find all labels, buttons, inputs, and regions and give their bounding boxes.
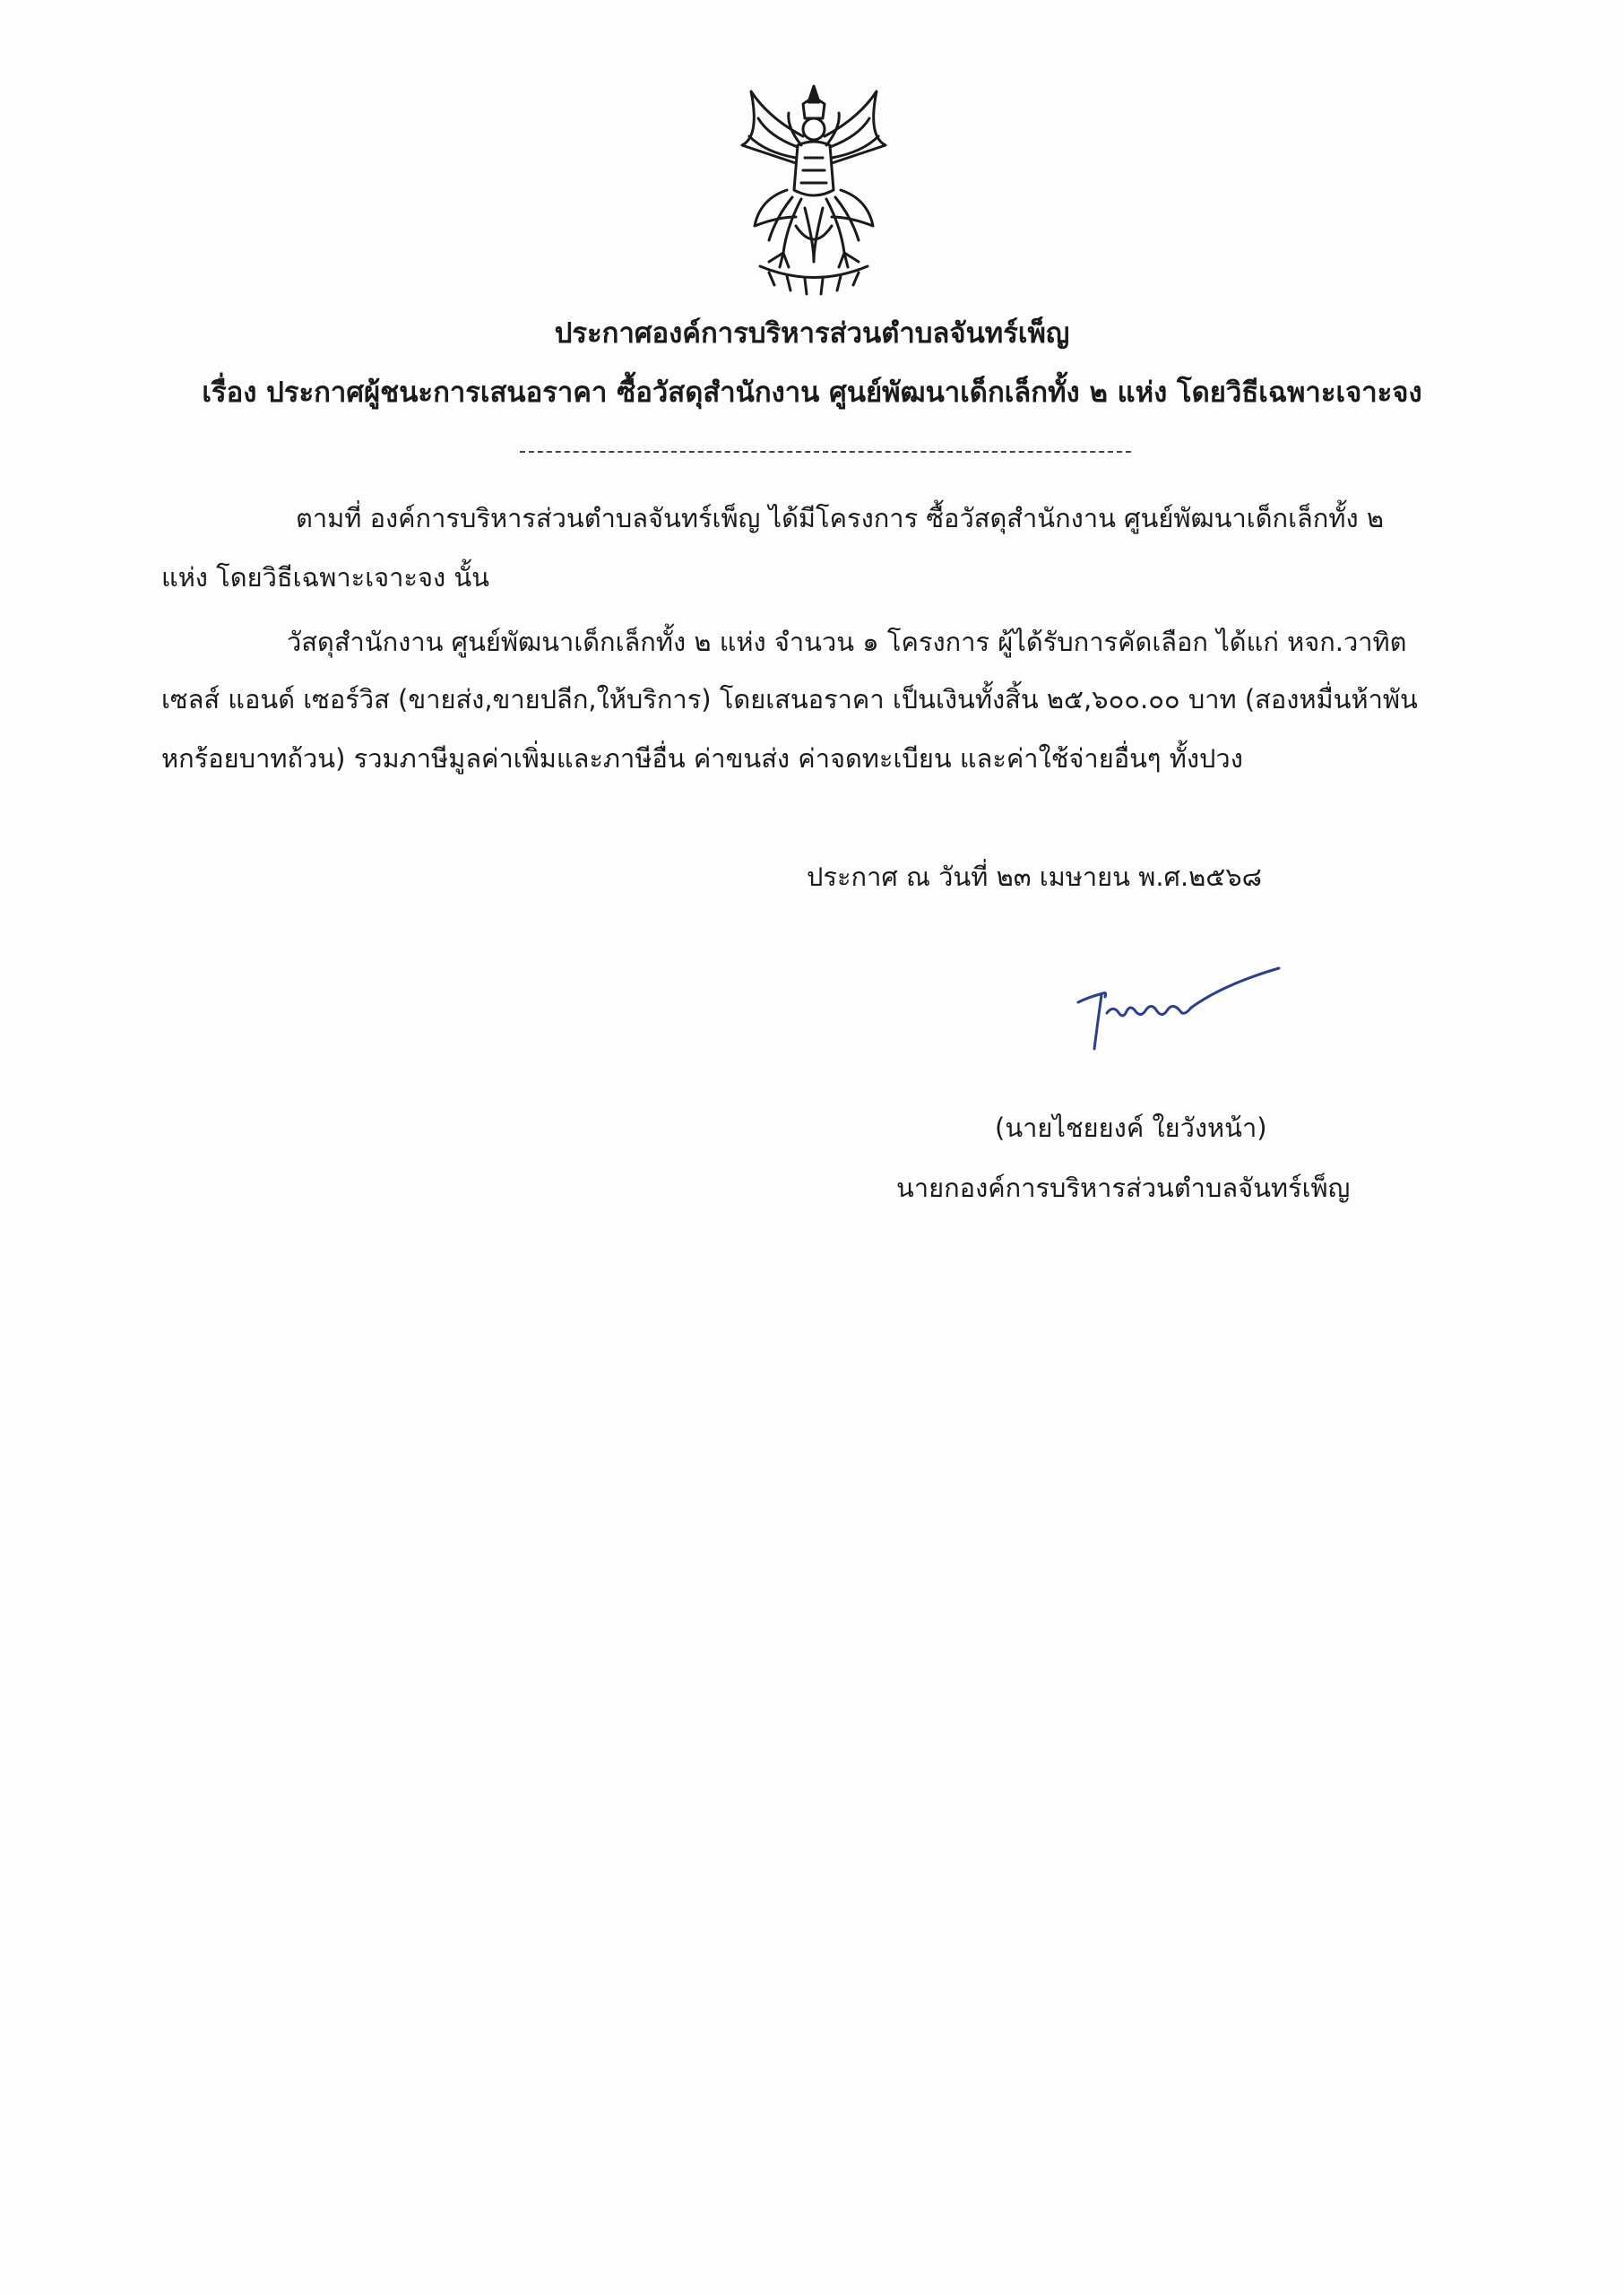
document-subject: เรื่อง ประกาศผู้ชนะการเสนอราคา ซื้อวัสดุสำนักงาน ศูนย์พัฒนาเด็กเล็กทั้ง ๒ แห่ง โดยวิธีเฉพาะเจาะจง	[202, 377, 1422, 409]
title-divider	[520, 451, 1131, 453]
paragraph-2-line-2: เซลส์ แอนด์ เซอร์วิส (ขายส่ง,ขายปลีก,ให้บริการ) โดยเสนอราคา เป็นเงินทั้งสิ้น ๒๕,๖๐๐.๐๐ บาท (สองหมื่นห้าพัน	[161, 684, 1418, 714]
signer-name: (นายไชยยงค์ ใยวังหน้า)	[995, 1113, 1267, 1143]
paragraph-1-line-2: แห่ง โดยวิธีเฉพาะเจาะจง นั้น	[161, 562, 489, 593]
garuda-emblem-icon	[733, 82, 894, 298]
paragraph-2-line-1: วัสดุสำนักงาน ศูนย์พัฒนาเด็กเล็กทั้ง ๒ แห่ง จำนวน ๑ โครงการ ผู้ได้รับการคัดเลือก ได้แก่ หจก.วาทิต	[287, 627, 1407, 657]
signature-icon	[1071, 966, 1286, 1065]
paragraph-2-line-3: หกร้อยบาทถ้วน) รวมภาษีมูลค่าเพิ่มและภาษีอื่น ค่าขนส่ง ค่าจดทะเบียน และค่าใช้จ่ายอื่นๆ ทั้งปวง	[161, 743, 1243, 774]
document-title: ประกาศองค์การบริหารส่วนตำบลจันทร์เพ็ญ	[554, 317, 1070, 350]
paragraph-1-line-1: ตามที่ องค์การบริหารส่วนตำบลจันทร์เพ็ญ ได้มีโครงการ ซื้อวัสดุสำนักงาน ศูนย์พัฒนาเด็กเล็กทั้ง ๒	[296, 503, 1384, 533]
announcement-date: ประกาศ ณ วันที่ ๒๓ เมษายน พ.ศ.๒๕๖๘	[807, 862, 1263, 892]
signer-position: นายกองค์การบริหารส่วนตำบลจันทร์เพ็ญ	[896, 1173, 1351, 1203]
